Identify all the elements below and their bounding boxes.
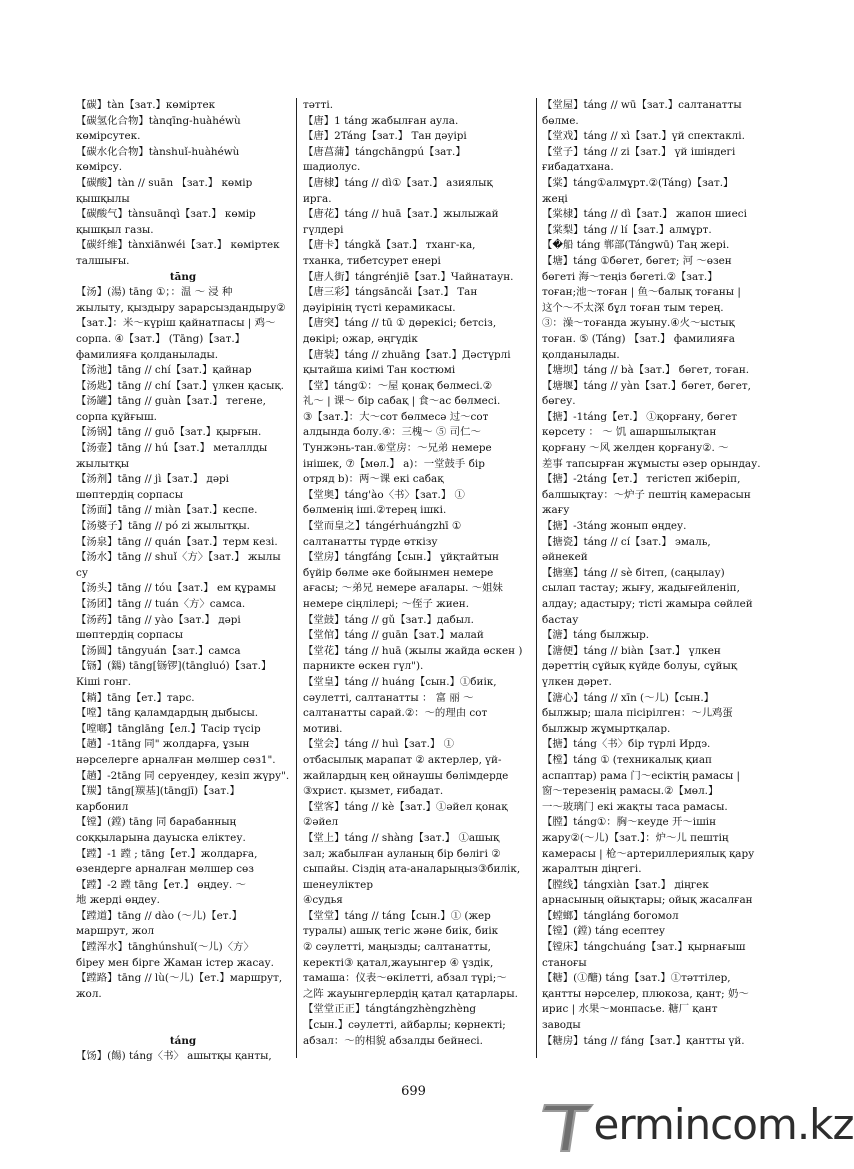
entry-line: арнасының ойықтары; ойық жасалған <box>542 894 753 907</box>
entry-line: 【唐人街】tángrénjiē【зат.】Чайнатаун. <box>303 270 514 283</box>
entry-line: гүлдері <box>303 223 344 236</box>
entry-line: 【堂皇】táng // huáng【сын.】①биік, <box>303 675 497 688</box>
entry-line: 【膛线】tángxiàn【зат.】 діңгек <box>542 878 709 891</box>
entry-line: 礼～ | 课～ бір сабақ | 食～ас бөлмесі. <box>303 395 501 408</box>
entry-line: ③христ. қызмет, ғибадат. <box>303 785 444 798</box>
entry-line: фамилияға қолданылады. <box>76 348 219 361</box>
entry-line: 【汤药】tāng // yào【зат.】 дәрі <box>76 613 241 626</box>
entry-line: қолданылады. <box>542 348 620 361</box>
entry-line: 【镗床】tángchuáng【зат.】қырнағыш <box>542 941 746 954</box>
entry-line: ирга. <box>303 192 332 205</box>
column-separator <box>536 98 537 1058</box>
entry-line: бөгеу. <box>542 395 576 408</box>
entry-line: 【зат.】：米～күріш қайнатпасы | 鸡～ <box>76 317 276 330</box>
entry-line: тоған. ⑤ (Táng) 【зат.】 фамилияға <box>542 332 735 345</box>
column-middle <box>303 98 531 1049</box>
entry-line: маршрут, жол <box>76 925 155 938</box>
entry-line: 【汤剂】tāng // jì【зат.】 дәрі <box>76 473 229 486</box>
entry-line: 【堂子】táng // zi【зат.】 үй ішіндегі <box>542 145 736 158</box>
entry-line: 【搪】-2táng【ет.】 тегістеп жіберіп, <box>542 473 741 486</box>
entry-line: 【堂奥】táng'ào〈书〉【зат.】 ① <box>303 488 465 501</box>
entry-line: карбонил <box>76 800 129 813</box>
entry-line: 【堂上】táng // shàng【зат.】 ①ашық <box>303 831 500 844</box>
entry-line: жағу <box>542 504 570 517</box>
entry-line: Тунжэнь-тан.⑥堂房：～兄弟 немере <box>303 442 492 455</box>
entry-line: 【碳】tàn【зат.】көміртек <box>76 99 216 111</box>
entry-line: шөптердің сорпасы <box>76 629 184 642</box>
entry-line: 【趟】-2tāng 同 серуендеу, кезіп жүру". <box>76 769 290 782</box>
entry-line: 【搪】-1táng【ет.】 ①қорғану, бөгет <box>542 410 738 423</box>
section-heading: táng <box>169 1034 197 1047</box>
entry-line: салтанатты сарай.②：～的理由 сот <box>303 707 488 720</box>
entry-line: 【堂鼓】táng // gǔ【зат.】дабыл. <box>303 613 474 626</box>
entry-line: 【堂堂】táng // táng【сын.】① (жер <box>303 909 491 922</box>
entry-line: 【сын.】сәулетті, айбарлы; көрнекті; <box>303 1019 506 1032</box>
entry-line: жылытқы <box>76 457 130 470</box>
entry-line: балшықтау：～炉子 пештің камерасын <box>542 488 751 501</box>
entry-line: шенеуліктер <box>303 878 373 891</box>
entry-line: дөкірі; ожар, әңгүдік <box>303 332 418 345</box>
entry-line: 【蹚道】tāng // dào (～儿)【ет.】 <box>76 909 243 922</box>
entry-line: ④судья <box>303 894 343 907</box>
entry-line: 【唐三彩】tángsāncǎi【зат.】 Тан <box>303 286 478 299</box>
entry-line: 【汤壶】tāng // hú【зат.】 металлды <box>76 442 268 455</box>
entry-line: 【溏便】táng // biàn【зат.】 үлкен <box>542 644 721 657</box>
entry-line: 【唐菖蒲】tángchāngpú【зат.】 <box>303 145 466 158</box>
entry-line: көрсету ： ～ 饥 ашаршылықтан <box>542 426 717 439</box>
entry-line: 【塘】táng ①бөгет, бөгет; 河 ～өзен <box>542 254 732 267</box>
column-left <box>76 98 290 1065</box>
entry-line: 【堂戏】táng // xì【зат.】үй спектаклі. <box>542 130 745 143</box>
entry-line: ③：澡～тоғанда жуыну.④火～ыстық <box>542 317 735 330</box>
entry-line: былжыр; шала пісірілген：～儿鸡蛋 <box>542 707 733 720</box>
entry-line: 【堂房】tángfáng【сын.】 ұйқтайтын <box>303 551 499 564</box>
entry-line: 【塘堰】táng // yàn【зат.】бөгет, бөгет, <box>542 379 751 392</box>
entry-line: абзал：～的相貌 абзалды бейнесі. <box>303 1034 483 1047</box>
entry-line: 【汤头】tāng // tóu【зат.】 ем құрамы <box>76 582 276 595</box>
column-separator <box>296 98 297 1058</box>
entry-line <box>76 1018 290 1034</box>
entry-line: жылыту, қыздыру зарарсыздандыру② <box>76 301 286 314</box>
entry-line: 【碳氢化合物】tànqīng-huàhéwù <box>76 114 241 127</box>
entry-line: 窗～терезенің рамасы.②【мөл.】 <box>542 785 719 798</box>
entry-line: 【碳酸】tàn // suān 【зат.】 көмір <box>76 176 253 189</box>
entry-line: 【汤罐】tāng // guàn【зат.】 тегене, <box>76 395 266 408</box>
entry-line: жайлардың кең ойнаушы бөлімдерде <box>303 769 509 782</box>
entry-line: ирис | 水果～монпасье. 糖厂 қант <box>542 1003 718 1016</box>
entry-line: 【镗】(鏜) táng есептеу <box>542 925 666 938</box>
entry-line: ② сәулетті, маңызды; салтанатты, <box>303 941 491 954</box>
entry-line: 【搪塞】táng // sè бітеп, (саңылау) <box>542 566 725 579</box>
entry-line: 【汤锅】tāng // guō【зат.】қырғын. <box>76 426 262 439</box>
entry-line: камерасы | 枪～артериллериялық қару <box>542 847 755 860</box>
entry-line: 【棠】táng①алмұрт.②(Táng)【зат.】 <box>542 176 734 189</box>
entry-line: 【唐突】táng // tū ① дөрекісі; бетсіз, <box>303 317 497 330</box>
entry-line: отбасылық марапат ② актерлер, үй- <box>303 753 502 766</box>
entry-line: парникте өскен гүл"). <box>303 660 424 673</box>
entry-line: аспаптар) рама 门～есіктің рамасы | <box>542 769 741 782</box>
entry-line: 【堂会】táng // huì【зат.】 ① <box>303 738 454 751</box>
entry-line: 【汤】(湯) tāng ①；：温 ～ 浸 种 <box>76 286 233 299</box>
entry-line: 【堂屋】táng // wū【зат.】салтанатты <box>542 99 742 111</box>
entry-line: алдау; адастыру; тісті жамыра сөйлей <box>542 598 753 610</box>
entry-line: 【螳螂】tángláng богомол <box>542 909 679 922</box>
entry-line: 【糖房】táng // fáng【зат.】қантты үй. <box>542 1034 745 1047</box>
entry-line: 【蹚】-2 蹚 tāng【ет.】 өңдеу. ～ <box>76 878 246 891</box>
entry-line: 【堂】táng①：～屋 қонақ бөлмесі.② <box>303 379 493 392</box>
entry-line: 一～玻璃门 екі жақты таса рамасы. <box>542 800 728 813</box>
entry-line: бөгеті 海～теңіз бөгеті.②【зат.】 <box>542 270 718 283</box>
entry-line: 【搪瓷】táng // cí【зат.】 эмаль, <box>542 535 711 548</box>
entry-line: 【塘坝】táng // bà【зат.】 бөгет, тоған. <box>542 364 750 377</box>
entry-line: 【樘】táng ① (техникалық қиап <box>542 753 712 766</box>
entry-line: біреу мен бірге Жаман істер жасау. <box>76 956 274 969</box>
entry-line: 【嘡啷】tānglāng【ел.】Тасір түсір <box>76 722 261 735</box>
entry-line: 【汤面】tāng // miàn【зат.】кеспе. <box>76 504 258 517</box>
entry-line: шадиолус. <box>303 161 361 174</box>
entry-line: 【堂花】táng // huā (жылы жайда өскен ) <box>303 644 523 657</box>
entry-line: інішек, ⑦【мөл.】 a)：一堂鼓手 бір <box>303 457 485 470</box>
entry-line: 【唐】2Táng【зат.】 Тан дәуірі <box>303 130 467 143</box>
entry-line: қытайша киімі Тан костюмі <box>303 364 456 377</box>
entry-line: 【棠梨】táng // lí【зат.】алмұрт. <box>542 223 712 236</box>
entry-line: 【汤池】tāng // chí【зат.】қайнар <box>76 364 252 377</box>
entry-line: көмірсутек. <box>76 130 141 143</box>
entry-line: зал; жабылған ауланың бір бөлігі ② <box>303 847 501 860</box>
entry-line: 【唐】1 táng жабылған аула. <box>303 114 459 127</box>
entry-line: 【唐棣】táng // dì①【зат.】 азиялық <box>303 176 493 189</box>
entry-line: 【汤泉】tāng // quán【зат.】терм кезі. <box>76 535 278 548</box>
entry-line: бастау <box>542 613 579 626</box>
entry-line: 【糖】(①醣) táng【зат.】①тәттілер, <box>542 972 731 985</box>
entry-line: 这个～不太深 бұл тоған тым терең. <box>542 301 724 314</box>
entry-line: қышқыл газы. <box>76 223 154 236</box>
entry-line: 【饧】(餳) táng〈书〉 ашытқы қанты, <box>76 1050 272 1063</box>
entry-line: тханка, тибетсурет енері <box>303 254 441 267</box>
entry-line: бүйір бөлме әке бойынмен немере <box>303 566 494 579</box>
entry-line: 【堂而皇之】tángérhuángzhī ① <box>303 520 462 533</box>
entry-line: мотиві. <box>303 722 343 735</box>
entry-line: тәтті. <box>303 99 334 111</box>
entry-line: 【堂堂正正】tángtángzhèngzhèng <box>303 1003 477 1016</box>
entry-line: ②әйел <box>303 816 339 829</box>
entry-line: тамаша：仪表～өкілетті, абзал түрі;～ <box>303 972 507 985</box>
entry-line: 【棠棣】táng // dì【зат.】 жапон шиесі <box>542 208 747 221</box>
entry-line: заводы <box>542 1019 581 1032</box>
entry-line: 【羰】tāng[羰基](tāngjī)【зат.】 <box>76 785 240 798</box>
entry-line: тоған;池～тоған | 鱼～балық тоғаны | <box>542 286 741 299</box>
entry-line <box>76 1002 290 1018</box>
entry-line: былжыр жұмыртқалар. <box>542 722 671 735</box>
entry-line: ағасы; ～弟兄 немере ағалары. ～姐妹 <box>303 582 503 595</box>
page-number: 699 <box>401 1084 426 1099</box>
entry-line: 【唐卡】tángkǎ【зат.】 тханг-ка, <box>303 239 476 252</box>
entry-line: сәулетті, салтанатты ： 富 丽 ～ <box>303 691 474 704</box>
entry-line: нәрселерге арналған мөлшер сөз1". <box>76 753 276 766</box>
entry-line: сорпа құйғыш. <box>76 410 157 423</box>
entry-line: дәреттің сұйық күйде болуы, сұйық <box>542 660 738 673</box>
entry-line: 之阵 жауынгерлердің қатал қатарлары. <box>303 987 518 1000</box>
entry-line: 【铴】(鐋) tāng[铴锣](tāngluó)【зат.】 <box>76 660 272 673</box>
entry-line: 【堂客】táng // kè【зат.】①әйел қонақ <box>303 800 508 813</box>
entry-line: 【堂倌】táng // guān【зат.】малай <box>303 629 484 642</box>
section-heading: tāng <box>169 270 197 283</box>
entry-line: 【嘡】tāng қаламдардың дыбысы. <box>76 707 259 720</box>
entry-line: салтанатты түрде өткізу <box>303 535 438 548</box>
entry-line: 【汤圆】tāngyuán【зат.】самса <box>76 644 241 657</box>
entry-line: қантты нәрселер, плюкоза, қант; 奶～ <box>542 987 749 1000</box>
entry-line: 【膛】táng①：胸～кеуде 开～ішін <box>542 816 716 829</box>
entry-line: өзендерге арналған мөлшер сөз <box>76 863 254 876</box>
entry-line: үлкен дәрет. <box>542 675 612 688</box>
entry-line: 【蹚浑水】tānghúnshuǐ(～儿)〈方〉 <box>76 941 254 954</box>
entry-line: 【汤水】tāng // shuǐ〈方〉【зат.】 жылы <box>76 551 281 564</box>
entry-line: 【汤匙】tāng // chí【зат.】үлкен қасық. <box>76 379 284 392</box>
entry-line: сыпайы. Сіздің ата-аналарыңыз③билік, <box>303 863 521 876</box>
entry-line: 【耥】tāng【ет.】тарс. <box>76 691 195 704</box>
entry-line: дәуірінің түсті керамикасы. <box>303 301 456 314</box>
logo-text: ermincom.kz <box>593 1100 854 1149</box>
entry-line: 差事 тапсырған жұмысты әзер орындау. <box>542 457 761 470</box>
entry-line: жеңі <box>542 192 568 205</box>
entry-line: бөлменің іші.②терең ішкі. <box>303 504 447 517</box>
entry-line: ғибадатхана. <box>542 161 614 174</box>
entry-line: 【汤团】tāng // tuán〈方〉самса. <box>76 598 246 610</box>
entry-line: 【唐花】táng // huā【зат.】жылыжай <box>303 208 499 221</box>
entry-line: станоғы <box>542 956 587 969</box>
entry-line: сылап тастау; жығу, жадығейленіп, <box>542 582 740 595</box>
entry-line: туралы) ашық тегіс және биік, биік <box>303 925 499 938</box>
entry-line: 【溏】táng былжыр. <box>542 629 650 642</box>
entry-line: 【搪】-3táng жонып өңдеу. <box>542 520 687 533</box>
entry-line: жаралтын діңгегі. <box>542 863 642 876</box>
entry-line: талшығы. <box>76 254 130 267</box>
entry-line: Кіші гонг. <box>76 675 132 688</box>
entry-line: 【溏心】táng // xīn (～儿)【сын.】 <box>542 691 715 704</box>
entry-line: керекті③ қатал,жауынгер ④ үздік, <box>303 956 494 969</box>
entry-line: шөптердің сорпасы <box>76 488 184 501</box>
entry-line: 【蹚路】tāng // lù(～儿)【ет.】маршрут, <box>76 972 283 985</box>
entry-line: жол. <box>76 987 102 1000</box>
entry-line: сорпа. ④【зат.】 (Tāng)【зат.】 <box>76 332 246 345</box>
entry-line: 【碳纤维】tànxiānwéi【зат.】 көміртек <box>76 239 280 252</box>
entry-line: су <box>76 566 88 579</box>
entry-line: қышқылы <box>76 192 130 205</box>
entry-line: соққыларына дауыска еліктеу. <box>76 831 246 844</box>
entry-line: ③【зат.】：大～сот бөлмесә 过～сот <box>303 410 489 423</box>
entry-line: 【�船 táng 郸部(Tángwū) Таң жері. <box>542 239 730 252</box>
entry-line: көмірсу. <box>76 161 123 174</box>
entry-line: 【碳酸气】tànsuānqì【зат.】 көмір <box>76 208 256 221</box>
column-right <box>542 98 764 1049</box>
entry-line: отряд b)：两～课 екі сабақ <box>303 473 444 486</box>
entry-line: жару②(～儿)【зат.】：炉～儿 пештің <box>542 831 729 844</box>
entry-line: 地 жерді өңдеу. <box>76 894 160 907</box>
entry-line: 【唐装】táng // zhuāng【зат.】Дәстүрлі <box>303 348 511 361</box>
entry-line: немере сіңлілері; ～侄子 жиен. <box>303 598 470 610</box>
entry-line: 【汤婆子】tāng // pó zi жылытқы. <box>76 520 250 533</box>
entry-line: алдында болу.④：三槐～ ⑤ 司仁～ <box>303 426 481 439</box>
entry-line: 【碳水化合物】tànshuǐ-huàhéwù <box>76 145 240 158</box>
entry-line: әйнекей <box>542 551 588 564</box>
entry-line: қорғану ～风 желден қорғану②. ～ <box>542 442 729 455</box>
termincom-logo <box>540 1098 854 1156</box>
entry-line: бөлме. <box>542 114 579 127</box>
entry-line: 【镗】(鏜) tāng 同 барабанның <box>76 816 237 829</box>
entry-line: 【搪】táng〈书〉бір түрлі Ирдэ. <box>542 738 711 751</box>
entry-line: 【趟】-1tāng 同" жолдарға, ұзын <box>76 738 250 751</box>
entry-line: 【蹚】-1 蹚 ; tāng【ет.】жолдарға, <box>76 847 258 860</box>
